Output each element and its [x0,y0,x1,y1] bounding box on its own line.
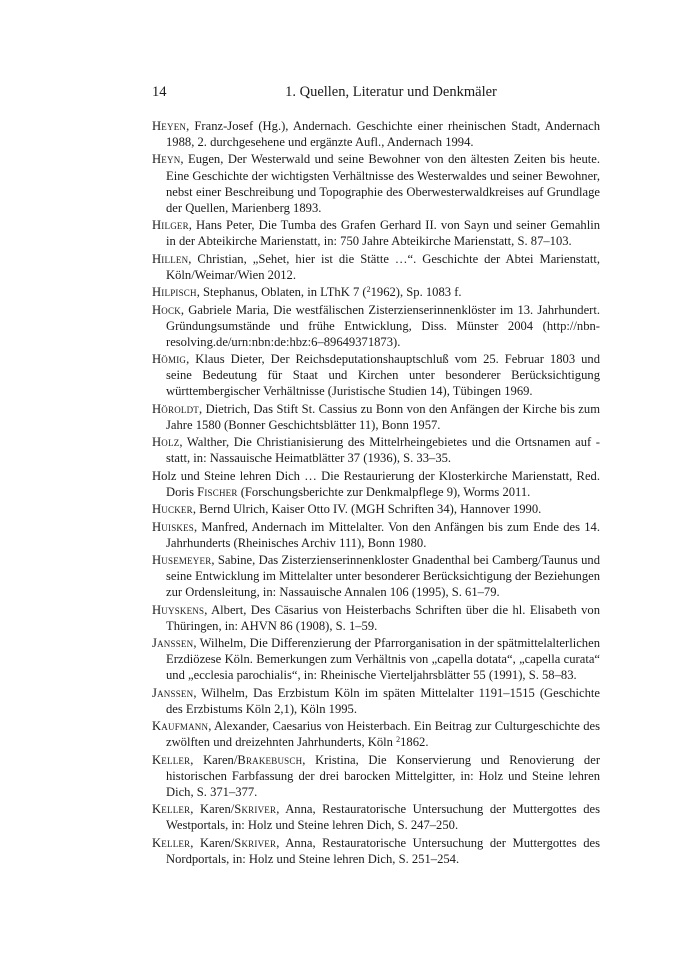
bibliography-entry [152,602,600,634]
entry-author: Kaufmann [152,719,209,734]
bibliography-entry [152,835,600,867]
entry-author: Janssen [152,636,194,651]
entry-text: , Bernd Ulrich, Kaiser Otto IV. (MGH Schriften 34), Hannover 1990. [192,502,542,517]
bibliography-entry [152,519,600,551]
coauthor-name: Skriver [234,802,277,817]
bibliography-entry [152,302,600,350]
entry-text: , Gabriele Maria, Die westfälischen Zisterzienserinnenklöster im 13. Jahrhundert. Gründungsumstände und frühe Entwicklung, Diss. Münster 2004 (http://nbn-resolving.de/urn:nbn:de:hbz:6–89649371873). [166,302,600,349]
entry-text: , Klaus Dieter, Der Reichsdeputationshauptschluß vom 25. Februar 1803 und seine Bedeutung für Staat und Kirchen unter besonderer Berücksichtigung württembergischer Verhältnisse (Juristische Studien 14), Tübingen 1969. [166,352,600,399]
entry-text: , Christian, „Sehet, hier ist die Stätte …“. Geschichte der Abtei Marienstatt, Köln/Weimar/Wien 2012. [166,251,600,282]
entry-text: , Hans Peter, Die Tumba des Grafen Gerhard II. von Sayn und seiner Gemahlin in der Abteikirche Marienstatt, in: 750 Jahre Abteikirche Marienstatt, S. 87–103. [166,218,600,249]
entry-author: Huiskes [152,519,194,534]
entry-author: Höroldt [152,401,199,416]
entry-text: , Walther, Die Christianisierung des Mittelrheingebietes und die Ortsnamen auf -statt, in: Nassauische Heimatblätter 37 (1936), S. 33–35. [166,435,600,466]
bibliography-entry [152,251,600,283]
entry-author: Huyskens [152,602,205,617]
entry-text: , Alexander, Caesarius von Heisterbach. Ein Beitrag zur Culturgeschichte des zwölften und dreizehnten Jahrhunderts, Köln [166,719,600,750]
entry-author: Heyn [152,152,181,167]
entry-text: 1962), Sp. 1083 f. [370,285,462,300]
running-title: 1. Quellen, Literatur und Denkmäler [285,84,497,100]
bibliography-entry [152,284,600,300]
bibliography-entry [152,434,600,466]
entry-author: Hucker [152,502,193,517]
entry-text: , Wilhelm, Das Erzbistum Köln im späten Mittelalter 1191–1515 (Geschichte des Erzbistums Köln 2,1), Köln 1995. [166,685,600,716]
entry-text: , Stephanus, Oblaten, in LThK 7 ( [196,285,367,300]
entry-author: Hock [152,302,181,317]
entry-author: Hillen [152,251,189,266]
bibliography-entry [152,118,600,150]
editor-name: Fischer [197,484,238,499]
entry-author: Keller [152,835,191,850]
entry-text: , Eugen, Der Westerwald und seine Bewohner von den ältesten Zeiten bis heute. Eine Geschichte der wichtigsten Verhältnisse des Westerwaldes und seiner Bewohner, nebst einer Beschreibung und Topographie des Oberwesterwaldkreises auf Grundlage der Quellen, Marienberg 1893. [166,152,600,215]
coauthor-name: Skriver [234,835,277,850]
edition-superscript: 2 [366,285,371,295]
entry-author: Hilpisch [152,285,197,300]
bibliography-entry [152,501,600,517]
bibliography-entry [152,718,600,750]
entry-text: , Albert, Des Cäsarius von Heisterbachs Schriften über die hl. Elisabeth von Thüringen, in: AHVN 86 (1908), S. 1–59. [166,602,600,633]
entry-author: Husemeyer [152,553,212,567]
bibliography-entry [152,151,600,215]
bibliography-entry [152,685,600,717]
bibliography-entry [152,401,600,433]
entry-text: , Manfred, Andernach im Mittelalter. Von den Anfängen bis zum Ende des 14. Jahrhunderts (Rheinisches Archiv 111), Bonn 1980. [166,519,600,550]
entry-text: , Franz-Josef (Hg.), Andernach. Geschichte einer rheinischen Stadt, Andernach 1988, 2. durchgesehene und ergänzte Aufl., Andernach 1994. [166,119,600,150]
entry-author: Holz [152,435,180,450]
entry-author: Hömig [152,352,187,367]
bibliography-entry [152,468,600,500]
entry-text: , Karen/ [190,802,235,817]
entry-text: , Karen/ [190,752,238,767]
bibliography-entry [152,752,600,800]
entry-text: 1862. [400,735,429,750]
bibliography-entry [152,801,600,833]
entry-text: , Anna, Restauratorische Untersuchung der Muttergottes des Nordportals, in: Holz und Steine lehren Dich, S. 251–254. [166,835,600,866]
entry-text: , Kristina, Die Konservierung und Renovierung der historischen Farbfassung der drei barocken Mittelgitter, in: Holz und Steine lehren Dich, S. 371–377. [166,752,601,799]
entry-text: , Wilhelm, Die Differenzierung der Pfarrorganisation in der spätmittelalterlichen Erzdiözese Köln. Bemerkungen zum Verhältnis von „capella dotata“, „capella curata“ und „ecclesia parochialis“, in: Rheinische Vierteljahrsblätter 55 (1991), S. 58–83. [166,636,600,683]
bibliography-entry [152,635,600,683]
coauthor-name: Brakebusch [237,752,303,767]
bibliography-entry [152,351,600,399]
entry-text: (Forschungsberichte zur Denkmalpflege 9), Worms 2011. [237,484,531,499]
bibliography-entry [152,217,600,249]
entry-author: Hilger [152,218,189,233]
page-number: 14 [152,84,167,100]
entry-author: Keller [152,802,191,817]
entry-author: Janssen [152,685,194,700]
entry-text: Holz und Steine lehren Dich … Die Restaurierung der Klosterkirche Marienstatt, Red. Doris [152,468,600,499]
entry-text: , Dietrich, Das Stift St. Cassius zu Bonn von den Anfängen der Kirche bis zum Jahre 1580 (Bonner Geschichtsblätter 11), Bonn 1957. [166,401,600,432]
edition-superscript: 2 [396,735,401,745]
bibliography-list [152,118,600,868]
entry-author: Heyen [152,119,187,133]
entry-author: Keller [152,752,191,767]
entry-text: , Karen/ [190,835,235,850]
bibliography-entry [152,552,600,600]
page-header [152,84,600,104]
entry-text: , Sabine, Das Zisterzienserinnenkloster Gnadenthal bei Camberg/Taunus und seine Entwicklung im Mittelalter unter besonderer Berücksichtigung der Beziehungen zur Ordensleitung, in: Nassauische Annalen 106 (1995), S. 61–79. [166,553,600,600]
entry-text: , Anna, Restauratorische Untersuchung der Muttergottes des Westportals, in: Holz und Steine lehren Dich, S. 247–250. [166,802,600,833]
